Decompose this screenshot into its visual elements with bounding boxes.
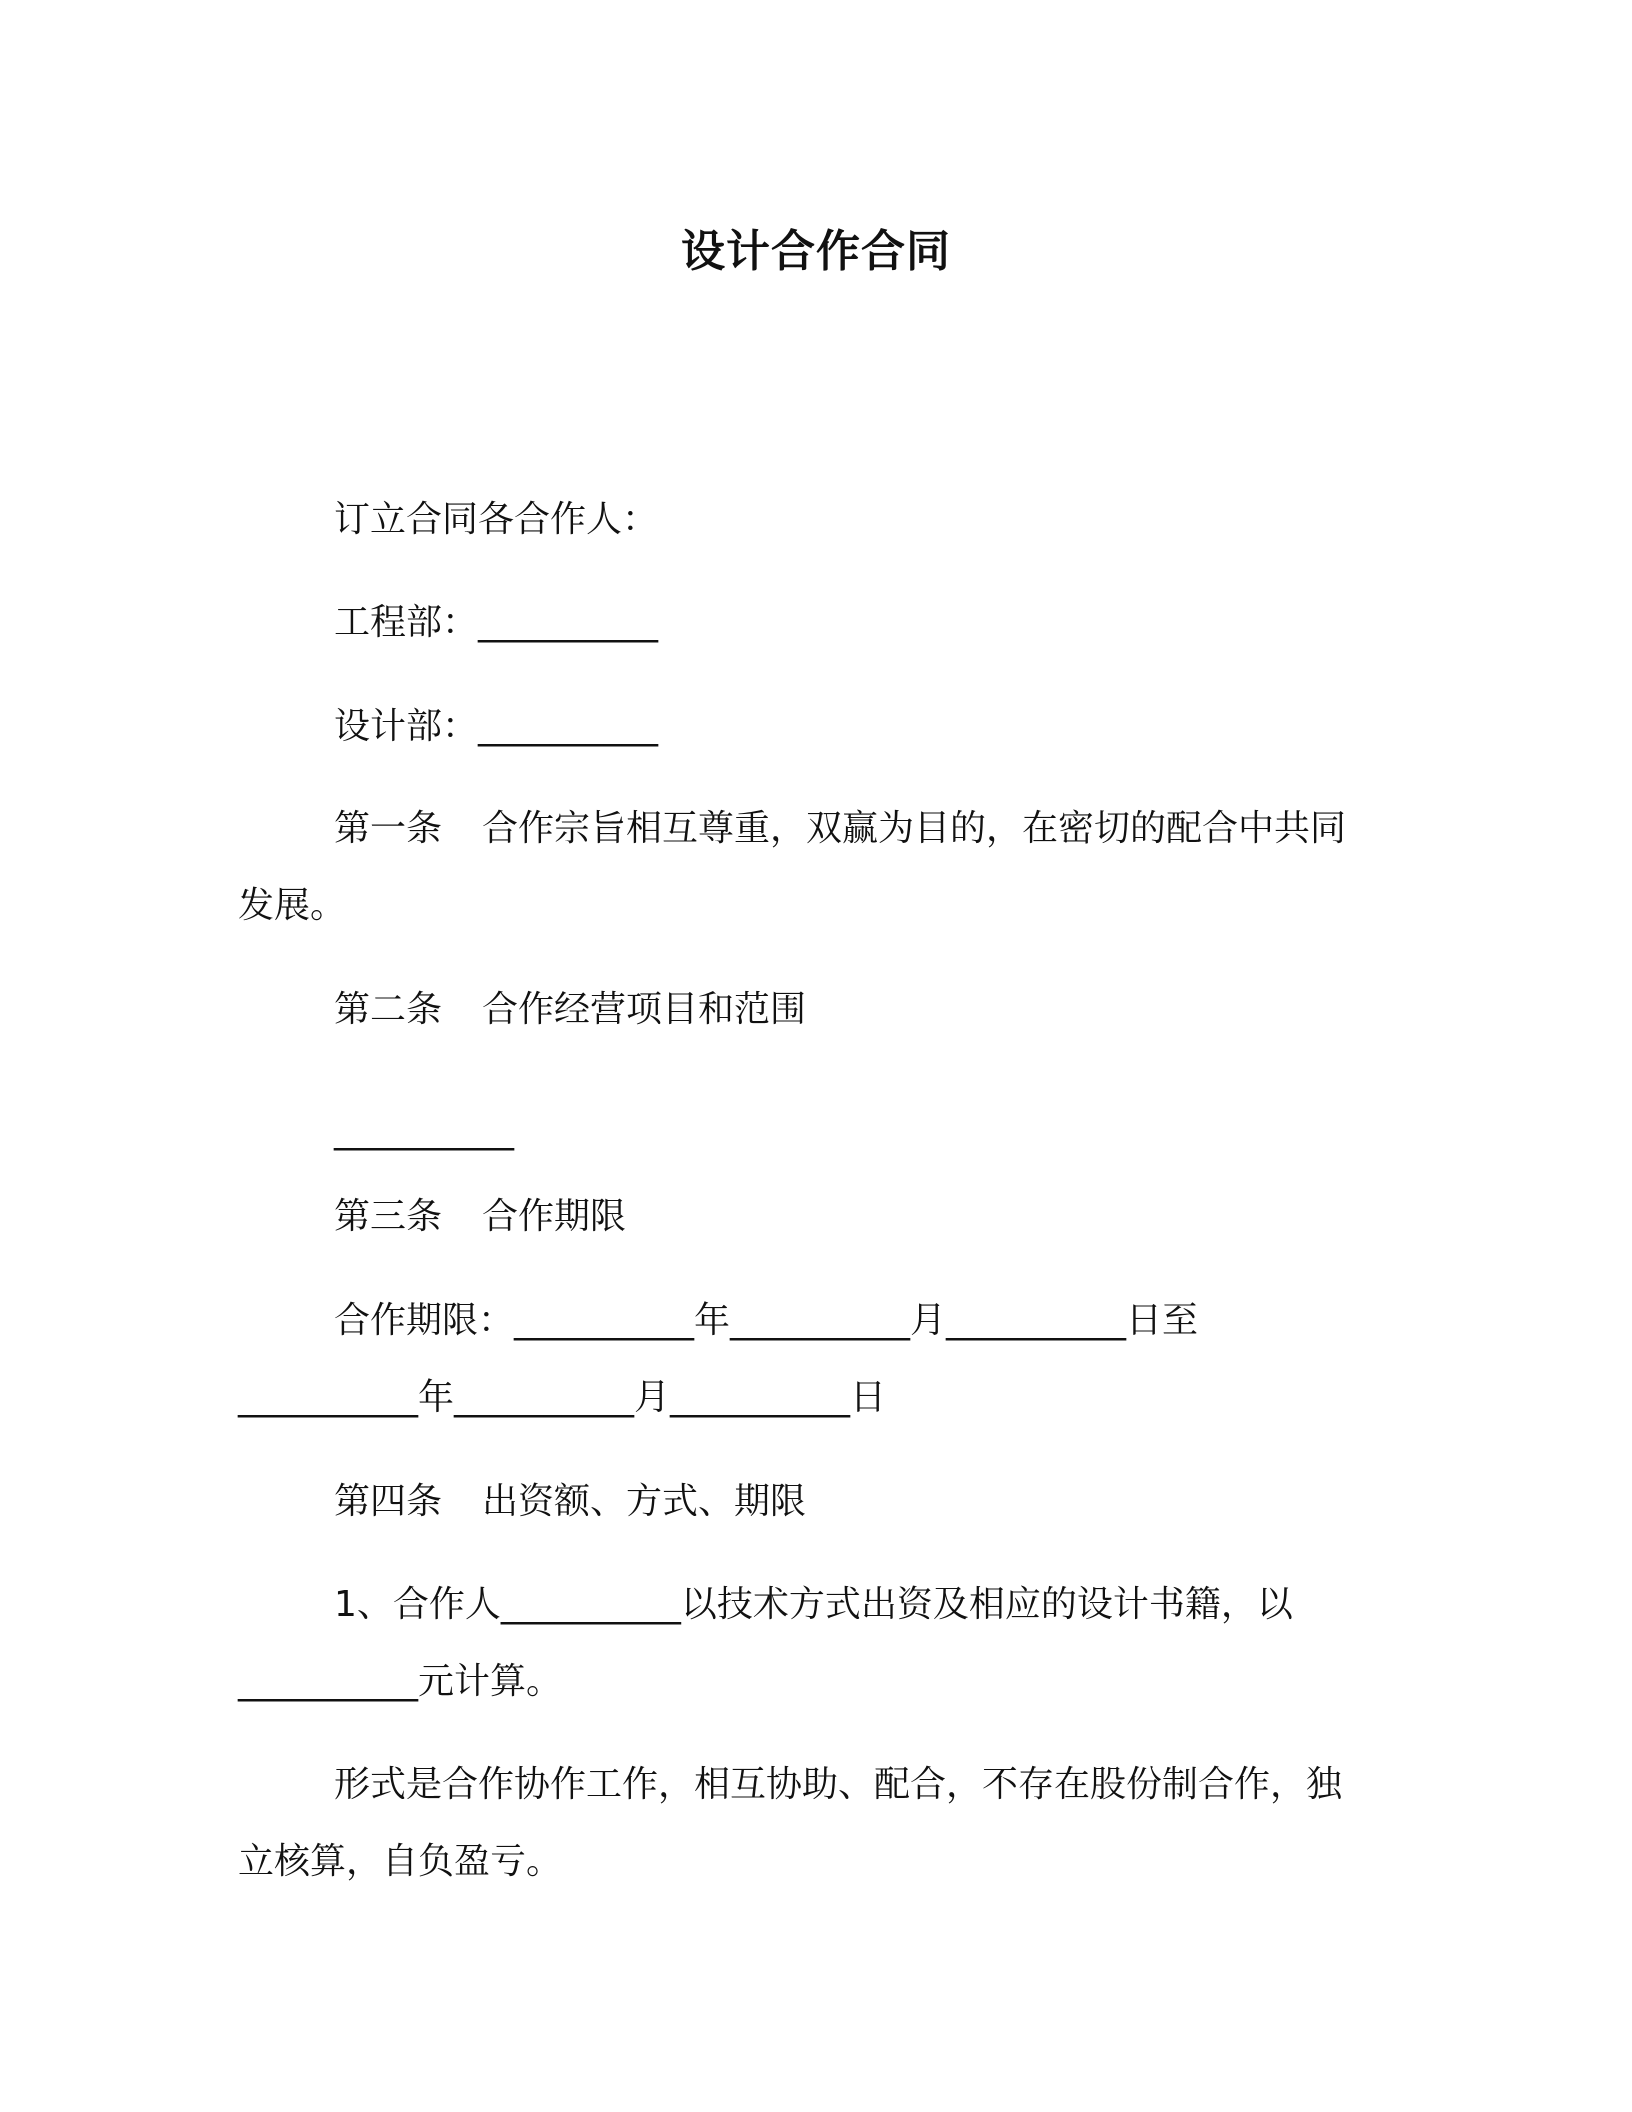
intro-line: 订立合同各合作人： bbox=[334, 499, 659, 540]
article-2-line bbox=[334, 986, 806, 1034]
document-title: 设计合作合同 bbox=[681, 226, 951, 277]
article-2-blank: __________ bbox=[334, 1110, 514, 1151]
article-4-heading: 第四条 bbox=[334, 1481, 443, 1522]
party-design: 设计部：__________ bbox=[334, 706, 659, 747]
article-3-line bbox=[334, 1193, 626, 1241]
article-4-form-line-2: 立核算，自负盈亏。 bbox=[238, 1841, 563, 1882]
article-1-heading: 第一条 bbox=[334, 808, 443, 849]
article-3-heading: 第三条 bbox=[334, 1196, 443, 1237]
article-3-text: 合作期限 bbox=[482, 1196, 627, 1237]
article-4-item-1-line-1: 1、合作人__________以技术方式出资及相应的设计书籍，以 bbox=[334, 1584, 1293, 1625]
article-4-text: 出资额、方式、期限 bbox=[482, 1481, 807, 1522]
article-2-text: 合作经营项目和范围 bbox=[482, 989, 807, 1030]
article-1-line-2: 发展。 bbox=[238, 885, 347, 926]
article-4-form-line-1: 形式是合作协作工作，相互协助、配合，不存在股份制合作，独 bbox=[334, 1764, 1343, 1805]
article-4-item-1-line-2: __________元计算。 bbox=[238, 1661, 563, 1702]
article-1-text: 合作宗旨相互尊重，双赢为目的，在密切的配合中共同 bbox=[482, 808, 1347, 849]
article-2-heading: 第二条 bbox=[334, 989, 443, 1030]
article-3-period-line-1: 合作期限：__________年__________月__________日至 bbox=[334, 1300, 1199, 1341]
article-1-line-1 bbox=[334, 805, 1346, 853]
party-engineering: 工程部：__________ bbox=[334, 602, 659, 643]
article-3-period-line-2: __________年__________月__________日 bbox=[238, 1377, 886, 1418]
article-4-line bbox=[334, 1478, 806, 1526]
